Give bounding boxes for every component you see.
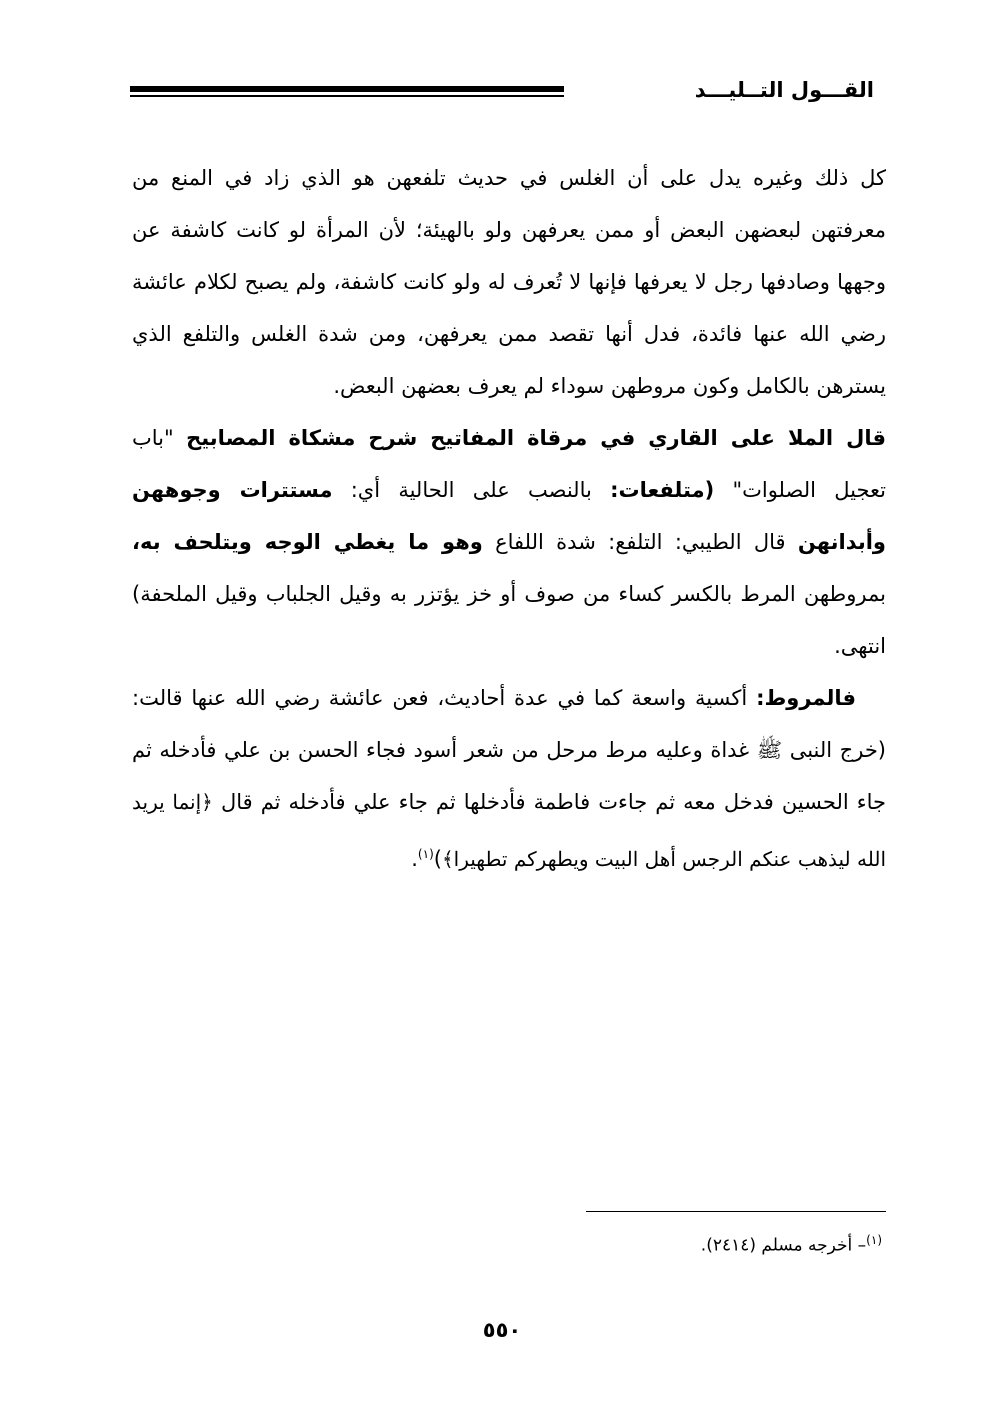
p2-bold-term: (متلفعات:: [610, 478, 715, 502]
paragraph-2: [132, 412, 886, 672]
quran-verse: ﴿إنما يريد الله ليذهب عنكم الرجس أهل البيت ويطهركم تطهيرا﴾: [132, 790, 886, 871]
p2-text-3: قال الطيبي: التلفع: شدة اللفاع: [482, 530, 798, 554]
header-rule-thick: [130, 86, 564, 92]
footnote-text: – أخرجه مسلم (٢٤١٤).: [700, 1235, 867, 1256]
p3-text-2: ): [433, 847, 442, 871]
p2-text-2: بالنصب على الحالية أي:: [332, 478, 611, 502]
paragraph-3: [132, 672, 886, 885]
footnote-separator: [586, 1211, 886, 1212]
page-number: ٥٥٠: [482, 1318, 522, 1342]
page-header: [120, 72, 884, 112]
p2-bold-source: قال الملا على القاري في مرقاة المفاتيح شرح مشكاة المصابيح: [186, 426, 886, 450]
p2-text-1: "باب تعجيل الصلوات": [132, 426, 886, 502]
footnote: [701, 1233, 882, 1256]
header-rule: [130, 86, 564, 97]
p3-text-1: أكسية واسعة كما في عدة أحاديث، فعن عائشة رضي الله عنها قالت: (خرج النبى ﷺ غداة وعليه مرط مرحل من شعر أسود فجاء الحسن بن علي فأدخله ثم جاء الحسين فدخل معه ثم جاءت فاطمة فأدخلها ثم جاء علي فأدخله ثم قال: [132, 686, 886, 814]
body-text: [132, 152, 886, 885]
p2-bold-meaning: مستترات وجوههن وأبدانهن: [132, 478, 886, 554]
p2-text-4: بمروطهن المرط بالكسر كساء من صوف أو خز يؤتزر به وقيل الجلباب وقيل الملحفة) انتهى.: [132, 582, 886, 658]
footnote-reference: (١): [417, 847, 434, 861]
p3-text-3: .: [411, 847, 418, 871]
footnote-number: (١): [866, 1233, 882, 1247]
paragraph-1: كل ذلك وغيره يدل على أن الغلس في حديث تلفعهن هو الذي زاد في المنع من معرفتهن لبعضهن البعض أو ممن يعرفهن ولو بالهيئة؛ لأن المرأة لو كانت كاشفة عن وجهها وصادفها رجل لا يعرفها فإنها لا تُعرف له ولو كانت كاشفة، ولم يصبح لكلام عائشة رضي الله عنها فائدة، فدل أنها تقصد ممن يعرفهن، ومن شدة الغلس والتلفع الذي يسترهن بالكامل وكون مروطهن سوداء لم يعرف بعضهن البعض.: [132, 166, 886, 398]
book-title: القـــول التــليـــد: [694, 78, 874, 102]
p2-bold-definition: وهو ما يغطي الوجه ويتلحف به،: [132, 530, 483, 554]
header-rule-thin: [130, 95, 564, 97]
p3-bold-term: فالمروط:: [756, 686, 856, 710]
